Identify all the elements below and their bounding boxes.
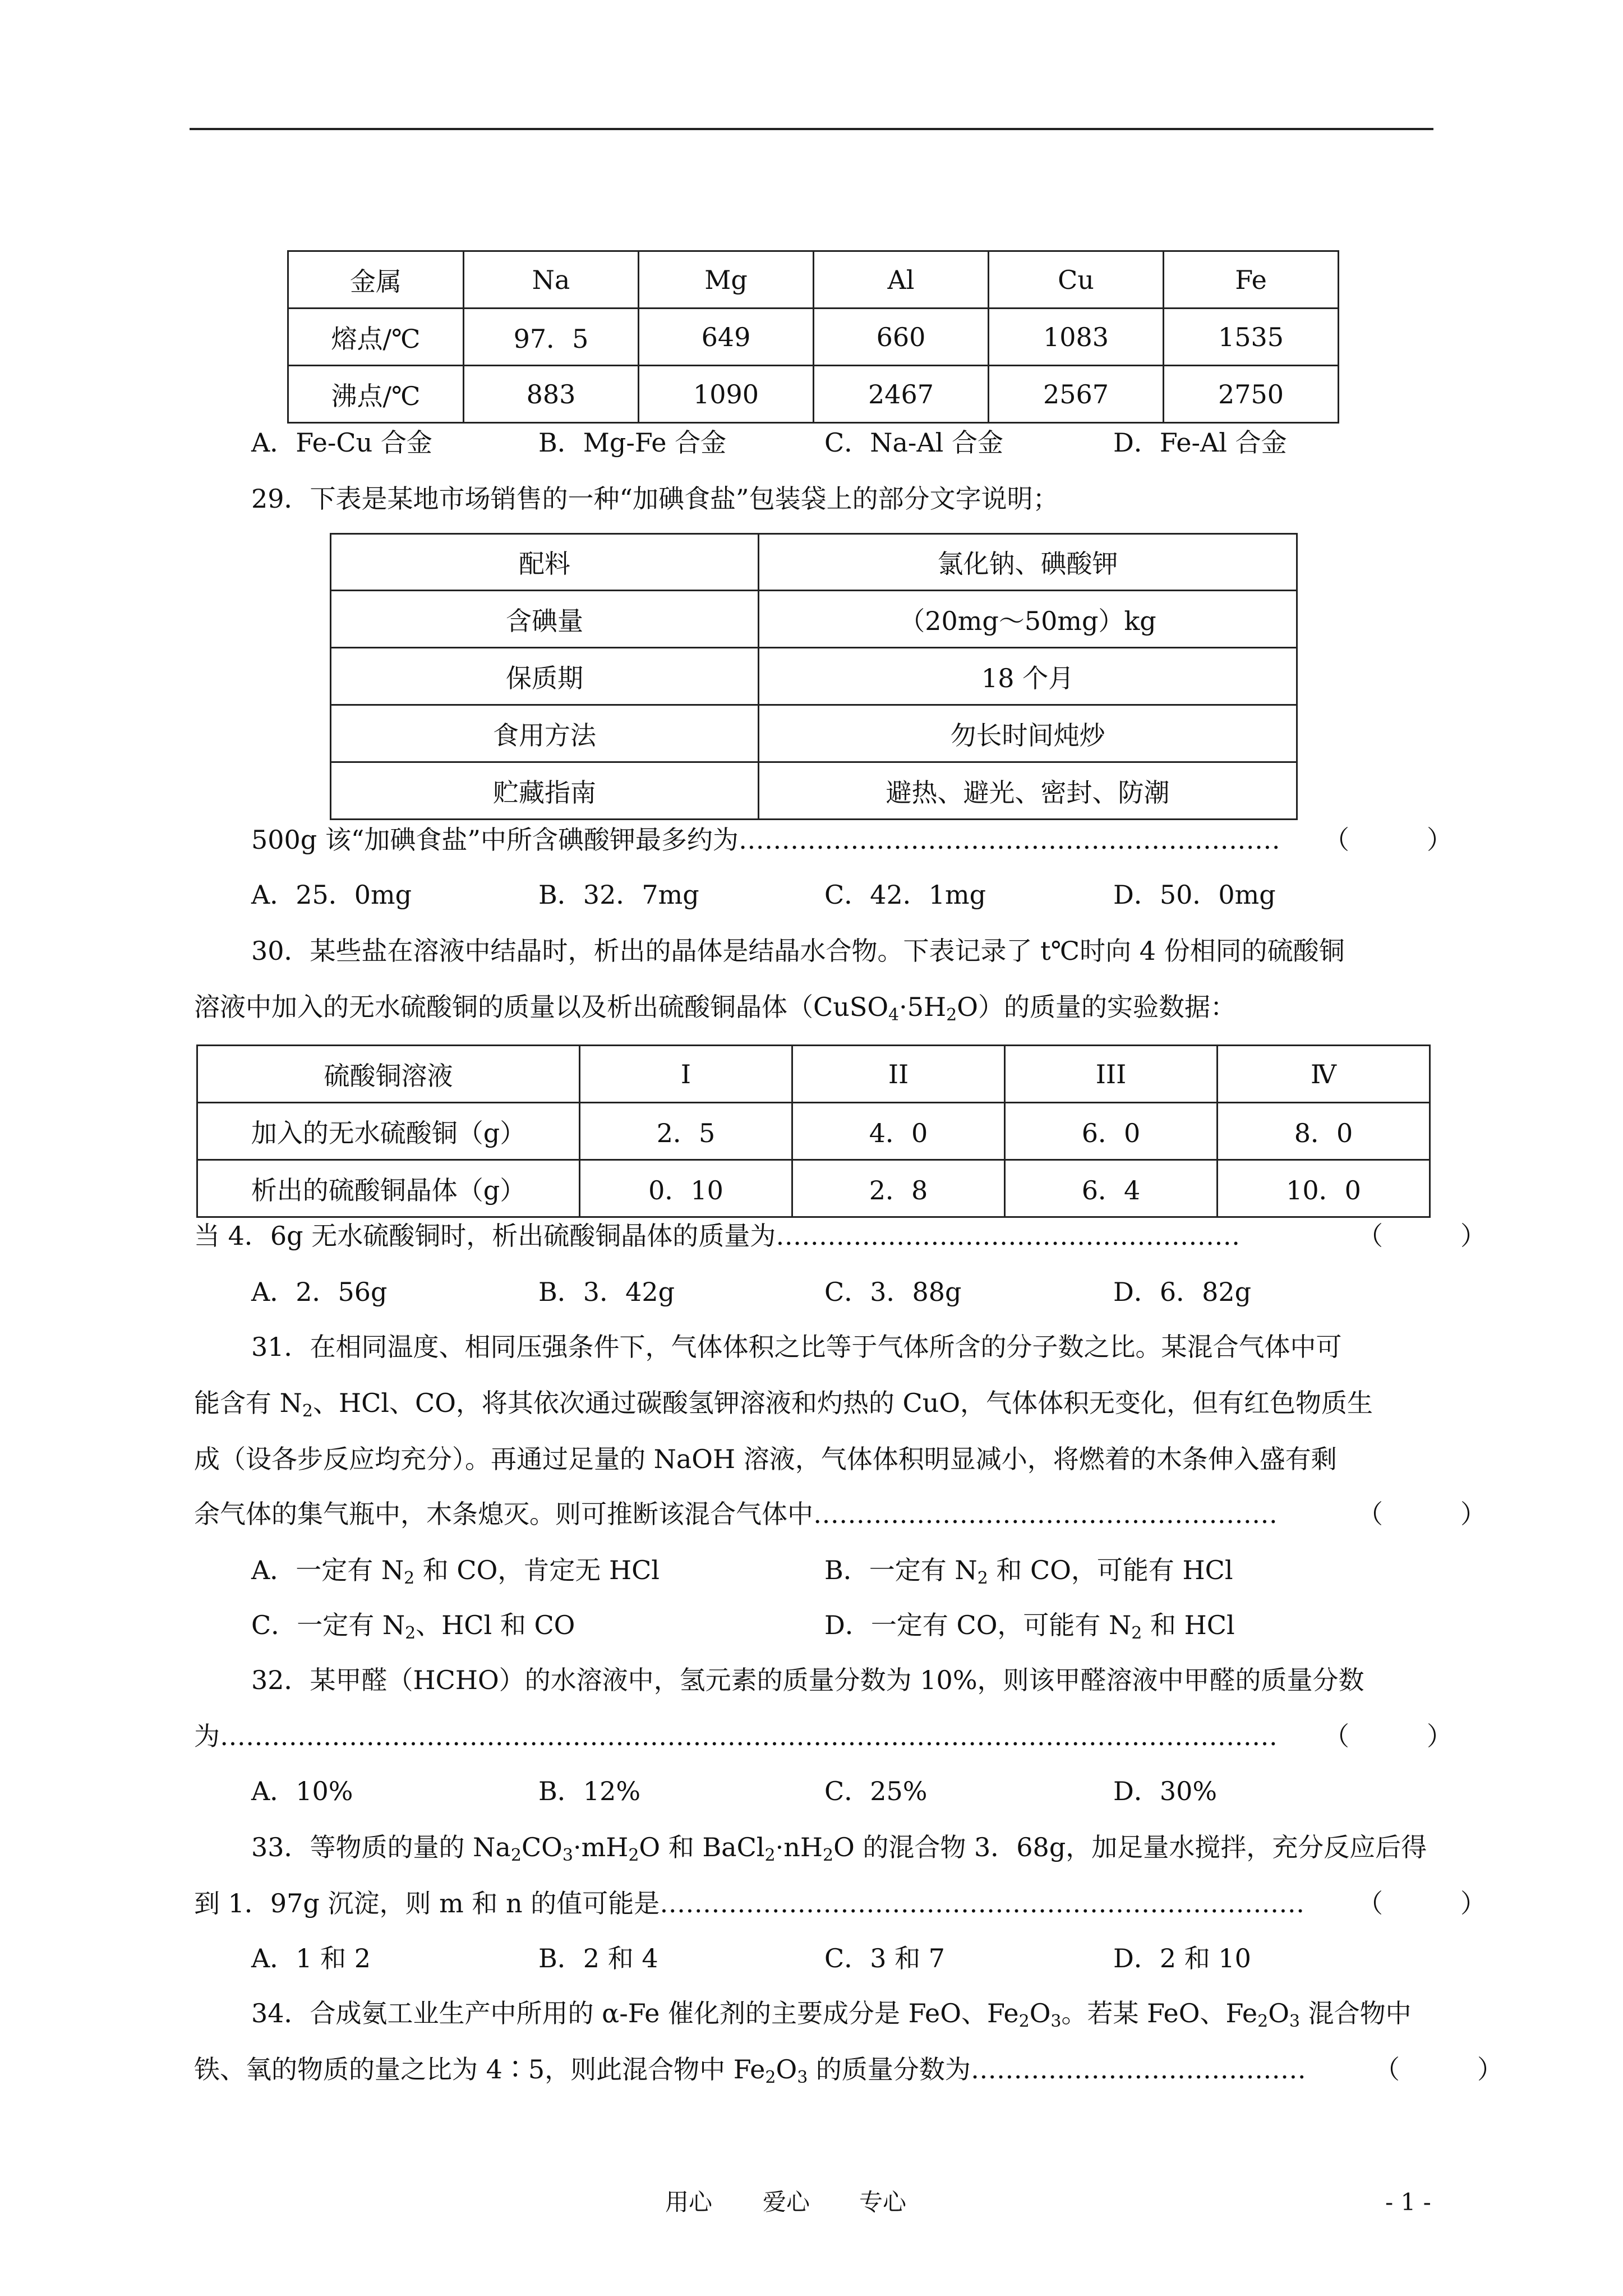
table-cell: 2．8 <box>792 1160 1005 1217</box>
table-cell: Al <box>814 251 989 309</box>
page-number: - 1 - <box>1385 2188 1431 2216</box>
table-cell: 避热、避光、密封、防潮 <box>759 762 1297 820</box>
table-cell: II <box>792 1046 1005 1103</box>
table-cell: 硫酸铜溶液 <box>197 1046 580 1103</box>
table-cell: 2．5 <box>580 1103 792 1160</box>
table-cell: 沸点/℃ <box>288 366 464 423</box>
footer-slogan-3: 专心 <box>859 2188 907 2216</box>
q32-option-d: D．30% <box>1113 1776 1218 1806</box>
table-cell: 4．0 <box>792 1103 1005 1160</box>
q30-option-a: A．2．56g <box>251 1277 388 1307</box>
q31-option-b: B．一定有 $N_2$ 和 CO，可能有 HCl <box>824 1555 1233 1588</box>
q30-option-d: D．6．82g <box>1113 1277 1252 1307</box>
table-cell: （20mg～50mg）kg <box>759 591 1297 648</box>
q28-option-a: A．Fe-Cu 合金 <box>251 427 432 458</box>
table-cell: Na <box>464 251 639 309</box>
copper-sulfate-table <box>196 1045 1431 1218</box>
table-cell: 配料 <box>331 534 759 591</box>
q31-option-a: A．一定有 $N_2$ 和 CO，肯定无 HCl <box>251 1555 660 1588</box>
answer-blank: （ ） <box>1357 1221 1486 1251</box>
table-cell: 660 <box>814 309 989 366</box>
table-cell: I <box>580 1046 792 1103</box>
q31-line1: 31．在相同温度、相同压强条件下，气体体积之比等于气体所含的分子数之比。某混合气体中可 <box>251 1332 1342 1362</box>
table-cell: 金属 <box>288 251 464 309</box>
table-cell: 加入的无水硫酸铜（g） <box>197 1103 580 1160</box>
table-cell: 6．4 <box>1005 1160 1218 1217</box>
q32-option-b: B．12% <box>538 1776 641 1806</box>
q32-line1: 32．某甲醛（HCHO）的水溶液中，氢元素的质量分数为 10%，则该甲醛溶液中甲醛的质量分数 <box>251 1665 1364 1695</box>
q34-line2: 铁、氧的物质的量之比为 4∶5，则此混合物中 $Fe_2O_3$ 的质量分数为………………………………… <box>194 2054 1306 2087</box>
q28-option-d: D．Fe-Al 合金 <box>1113 427 1287 458</box>
q30-question: 当 4．6g 无水硫酸铜时，析出硫酸铜晶体的质量为……………………………………………… <box>194 1221 1241 1251</box>
table-cell: 贮藏指南 <box>331 762 759 820</box>
q29-option-a: A．25．0mg <box>251 880 412 910</box>
q32-option-a: A．10% <box>251 1776 353 1806</box>
q30-stem-line2: 溶液中加入的无水硫酸铜的质量以及析出硫酸铜晶体$(CuSO_4\cdot 5H_2O)$的质量的实验数据： <box>194 992 1236 1025</box>
metal-properties-table <box>287 250 1339 424</box>
table-cell: 氯化钠、碘酸钾 <box>759 534 1297 591</box>
table-cell: Mg <box>639 251 814 309</box>
answer-blank: （ ） <box>1357 1499 1486 1529</box>
q28-option-c: C．Na-Al 合金 <box>824 427 1003 458</box>
footer-slogan-2: 爱心 <box>763 2188 810 2216</box>
q30-option-b: B．3．42g <box>538 1277 675 1307</box>
q33-line1: 33．等物质的量的 $Na_2CO_3\cdot mH_2O$ 和 $BaCl_2\cdot nH_2O$ 的混合物 3．68g，加足量水搅拌，充分反应后得 <box>251 1832 1427 1865</box>
table-cell: Cu <box>989 251 1164 309</box>
table-cell: 1535 <box>1164 309 1339 366</box>
table-cell: 2750 <box>1164 366 1339 423</box>
q29-option-c: C．42．1mg <box>824 880 986 910</box>
table-cell: 1083 <box>989 309 1164 366</box>
table-cell: 食用方法 <box>331 705 759 762</box>
q28-option-b: B．Mg-Fe 合金 <box>538 427 727 458</box>
footer-slogan-1: 用心 <box>665 2188 713 2216</box>
table-cell: 含碘量 <box>331 591 759 648</box>
q31-line3: 成（设各步反应均充分）。再通过足量的 NaOH 溶液，气体体积明显减小，将燃着的木条伸入盛有剩 <box>194 1444 1337 1474</box>
table-cell: 保质期 <box>331 648 759 705</box>
q31-line4: 余气体的集气瓶中，木条熄灭。则可推断该混合气体中……………………………………………… <box>194 1499 1278 1529</box>
table-cell: 2467 <box>814 366 989 423</box>
q33-option-d: D．2 和 10 <box>1113 1943 1251 1973</box>
q32-line2: 为…………………………………………………………………………………………………………… <box>194 1721 1278 1751</box>
answer-blank: （ ） <box>1357 1888 1486 1918</box>
table-cell: 10．0 <box>1218 1160 1430 1217</box>
q29-option-b: B．32．7mg <box>538 880 699 910</box>
q33-option-c: C．3 和 7 <box>824 1943 945 1973</box>
q31-option-d: D．一定有 CO，可能有 $N_2$ 和 HCl <box>824 1610 1235 1643</box>
table-cell: 析出的硫酸铜晶体（g） <box>197 1160 580 1217</box>
table-cell: Fe <box>1164 251 1339 309</box>
q33-line2: 到 1．97g 沉淀，则 m 和 n 的值可能是………………………………………………………………… <box>194 1888 1305 1918</box>
table-cell: 熔点/℃ <box>288 309 464 366</box>
table-cell: 97．5 <box>464 309 639 366</box>
q34-line1: 34．合成氨工业生产中所用的 α-Fe 催化剂的主要成分是 FeO、$Fe_2O_3$。若某 FeO、$Fe_2O_3$ 混合物中 <box>251 1998 1412 2031</box>
q29-question: 500g 该“加碘食盐”中所含碘酸钾最多约为……………………………………………………… <box>251 825 1280 855</box>
table-cell: Ⅳ <box>1218 1046 1430 1103</box>
q31-line2: 能含有 $N_2$、HCl、CO，将其依次通过碳酸氢钾溶液和灼热的 CuO，气体体积无变化，但有红色物质生 <box>194 1388 1373 1421</box>
answer-blank: （ ） <box>1324 1721 1453 1751</box>
header-rule <box>190 128 1433 130</box>
q31-option-c: C．一定有 $N_2$、HCl 和 CO <box>251 1610 575 1643</box>
table-cell: 1090 <box>639 366 814 423</box>
q30-option-c: C．3．88g <box>824 1277 962 1307</box>
q33-option-b: B．2 和 4 <box>538 1943 658 1973</box>
table-cell: 勿长时间炖炒 <box>759 705 1297 762</box>
table-cell: 883 <box>464 366 639 423</box>
table-cell: 8．0 <box>1218 1103 1430 1160</box>
q29-stem: 29．下表是某地市场销售的一种“加碘食盐”包装袋上的部分文字说明； <box>251 484 1059 514</box>
q30-stem-line1: 30．某些盐在溶液中结晶时，析出的晶体是结晶水合物。下表记录了 t℃时向 4 份相同的硫酸铜 <box>251 936 1345 966</box>
table-cell: 6．0 <box>1005 1103 1218 1160</box>
q29-option-d: D．50．0mg <box>1113 880 1276 910</box>
q33-option-a: A．1 和 2 <box>251 1943 371 1973</box>
answer-blank: （ ） <box>1324 825 1453 855</box>
table-cell: 18 个月 <box>759 648 1297 705</box>
table-cell: 2567 <box>989 366 1164 423</box>
table-cell: 649 <box>639 309 814 366</box>
table-cell: 0．10 <box>580 1160 792 1217</box>
table-cell: III <box>1005 1046 1218 1103</box>
iodized-salt-table <box>330 533 1298 820</box>
q32-option-c: C．25% <box>824 1776 928 1806</box>
answer-blank: （ ） <box>1374 2054 1503 2085</box>
